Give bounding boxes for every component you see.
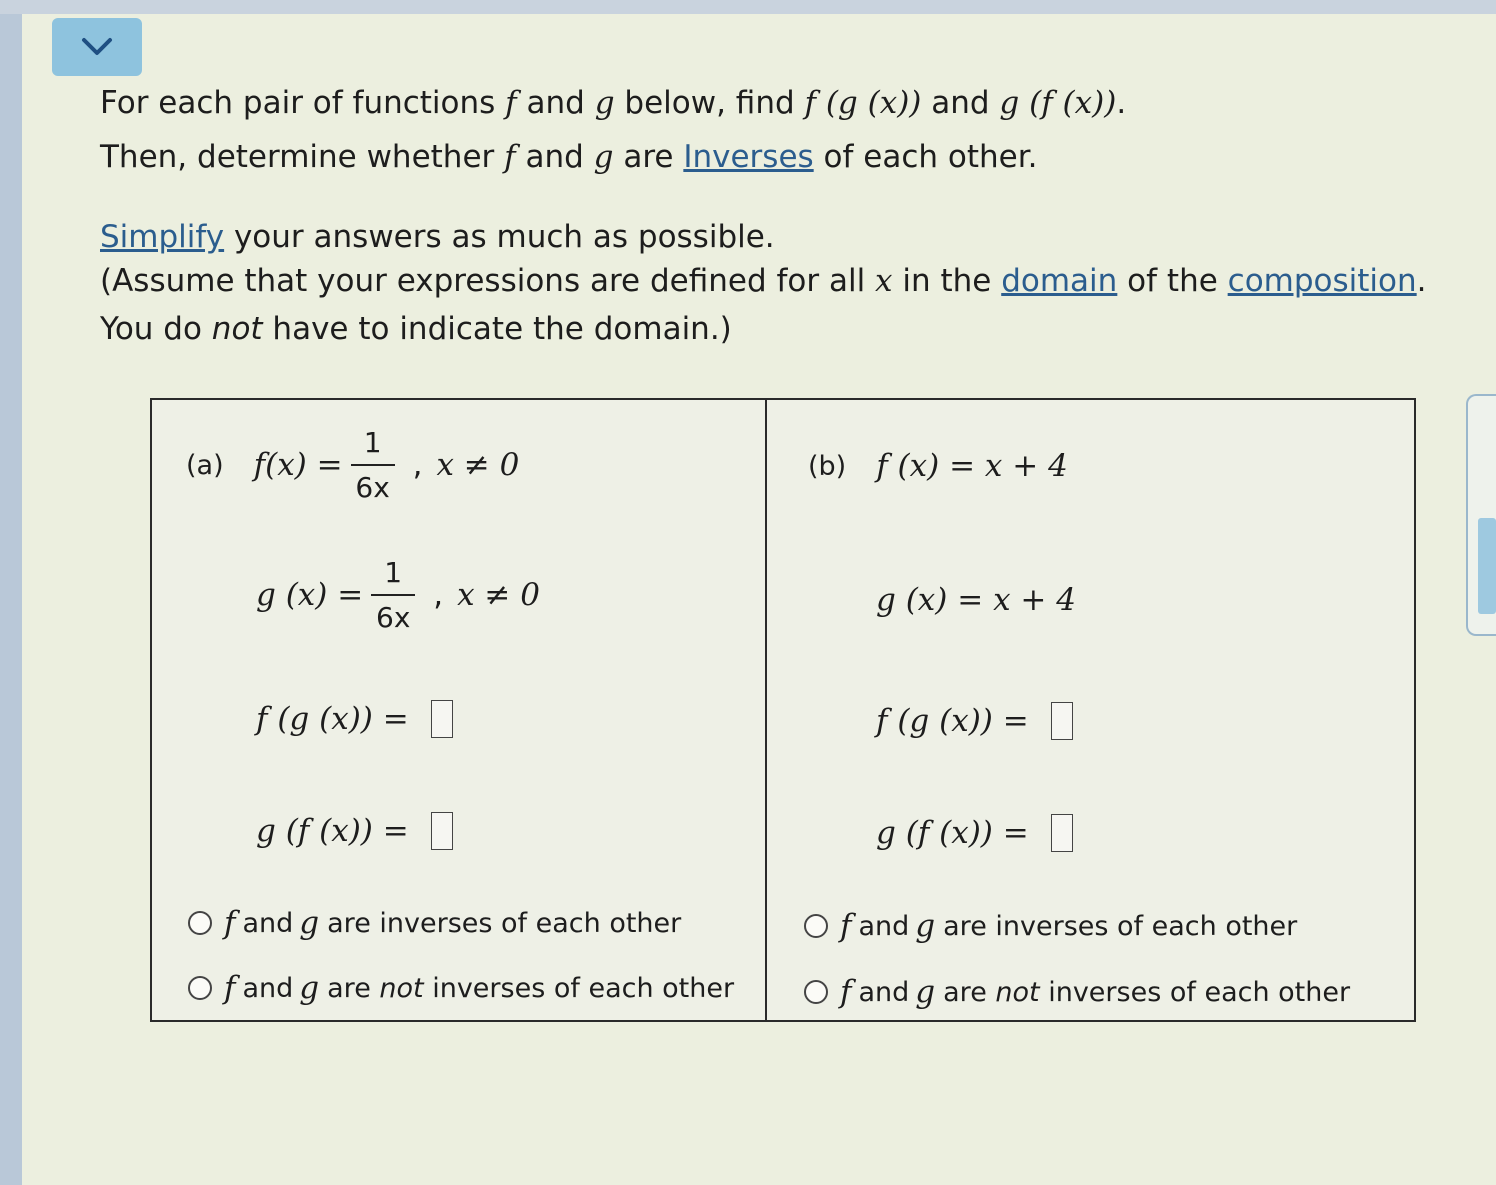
composition-link[interactable]: composition [1227,263,1417,299]
part-a-inverses-option[interactable]: f and g are inverses of each other [188,905,681,941]
instruction-line-2: Then, determine whether f and g are Inverses of each other. [100,139,1038,175]
part-a-label: (a) [186,449,224,481]
instruction-line-1: For each pair of functions f and g below, find f (g (x)) and g (f (x)). [100,85,1127,121]
gf-expression: g (f (x)) [999,85,1117,121]
part-b-fg-row: f (g (x)) = [876,702,1073,740]
radio-button[interactable] [804,914,828,938]
part-a-g-definition: g (x) = $\frac{1}{6x}$ , x ≠ 0 [256,556,540,634]
part-a-g-fraction: $\frac{1}{6x}$ [371,556,415,634]
part-b-gf-row: g (f (x)) = [876,814,1073,852]
part-a-f-fraction: $\frac{1}{6x}$ [351,426,395,504]
part-a-fg-answer-input[interactable] [431,700,453,738]
radio-button[interactable] [804,980,828,1004]
column-divider [765,400,767,1020]
domain-link[interactable]: domain [1001,263,1118,299]
part-a-fg-row: f (g (x)) = [256,700,453,738]
window-top-edge [0,0,1496,14]
radio-button[interactable] [188,911,212,935]
part-b-inverses-option[interactable]: f and g are inverses of each other [804,908,1297,944]
instruction-line-4: (Assume that your expressions are defined for all x in the domain of the composition. [100,263,1427,299]
part-b-f-definition: (b) f (x) = x + 4 [808,448,1068,484]
part-a-not-inverses-option[interactable]: f and g are not inverses of each other [188,970,734,1006]
part-b-label: (b) [808,450,847,482]
part-a-f-definition: (a) f(x) = $\frac{1}{6x}$ , x ≠ 0 [186,426,520,504]
instruction-line-5: You do not have to indicate the domain.) [100,311,732,347]
part-a-gf-row: g (f (x)) = [256,812,453,850]
side-panel-tab-handle[interactable] [1478,518,1496,614]
radio-button[interactable] [188,976,212,1000]
instruction-line-3: Simplify your answers as much as possible. [100,219,775,255]
part-b-not-inverses-option[interactable]: f and g are not inverses of each other [804,974,1350,1010]
part-b-fg-answer-input[interactable] [1051,702,1073,740]
collapse-button[interactable] [52,18,142,76]
window-left-edge [0,0,22,1185]
part-a-gf-answer-input[interactable] [431,812,453,850]
problem-table [150,398,1416,1022]
inverses-link[interactable]: Inverses [683,139,814,175]
chevron-down-icon [80,36,114,58]
part-b-gf-answer-input[interactable] [1051,814,1073,852]
part-b-g-definition: g (x) = x + 4 [876,582,1076,618]
simplify-link[interactable]: Simplify [100,219,225,255]
fg-expression: f (g (x)) [804,85,922,121]
